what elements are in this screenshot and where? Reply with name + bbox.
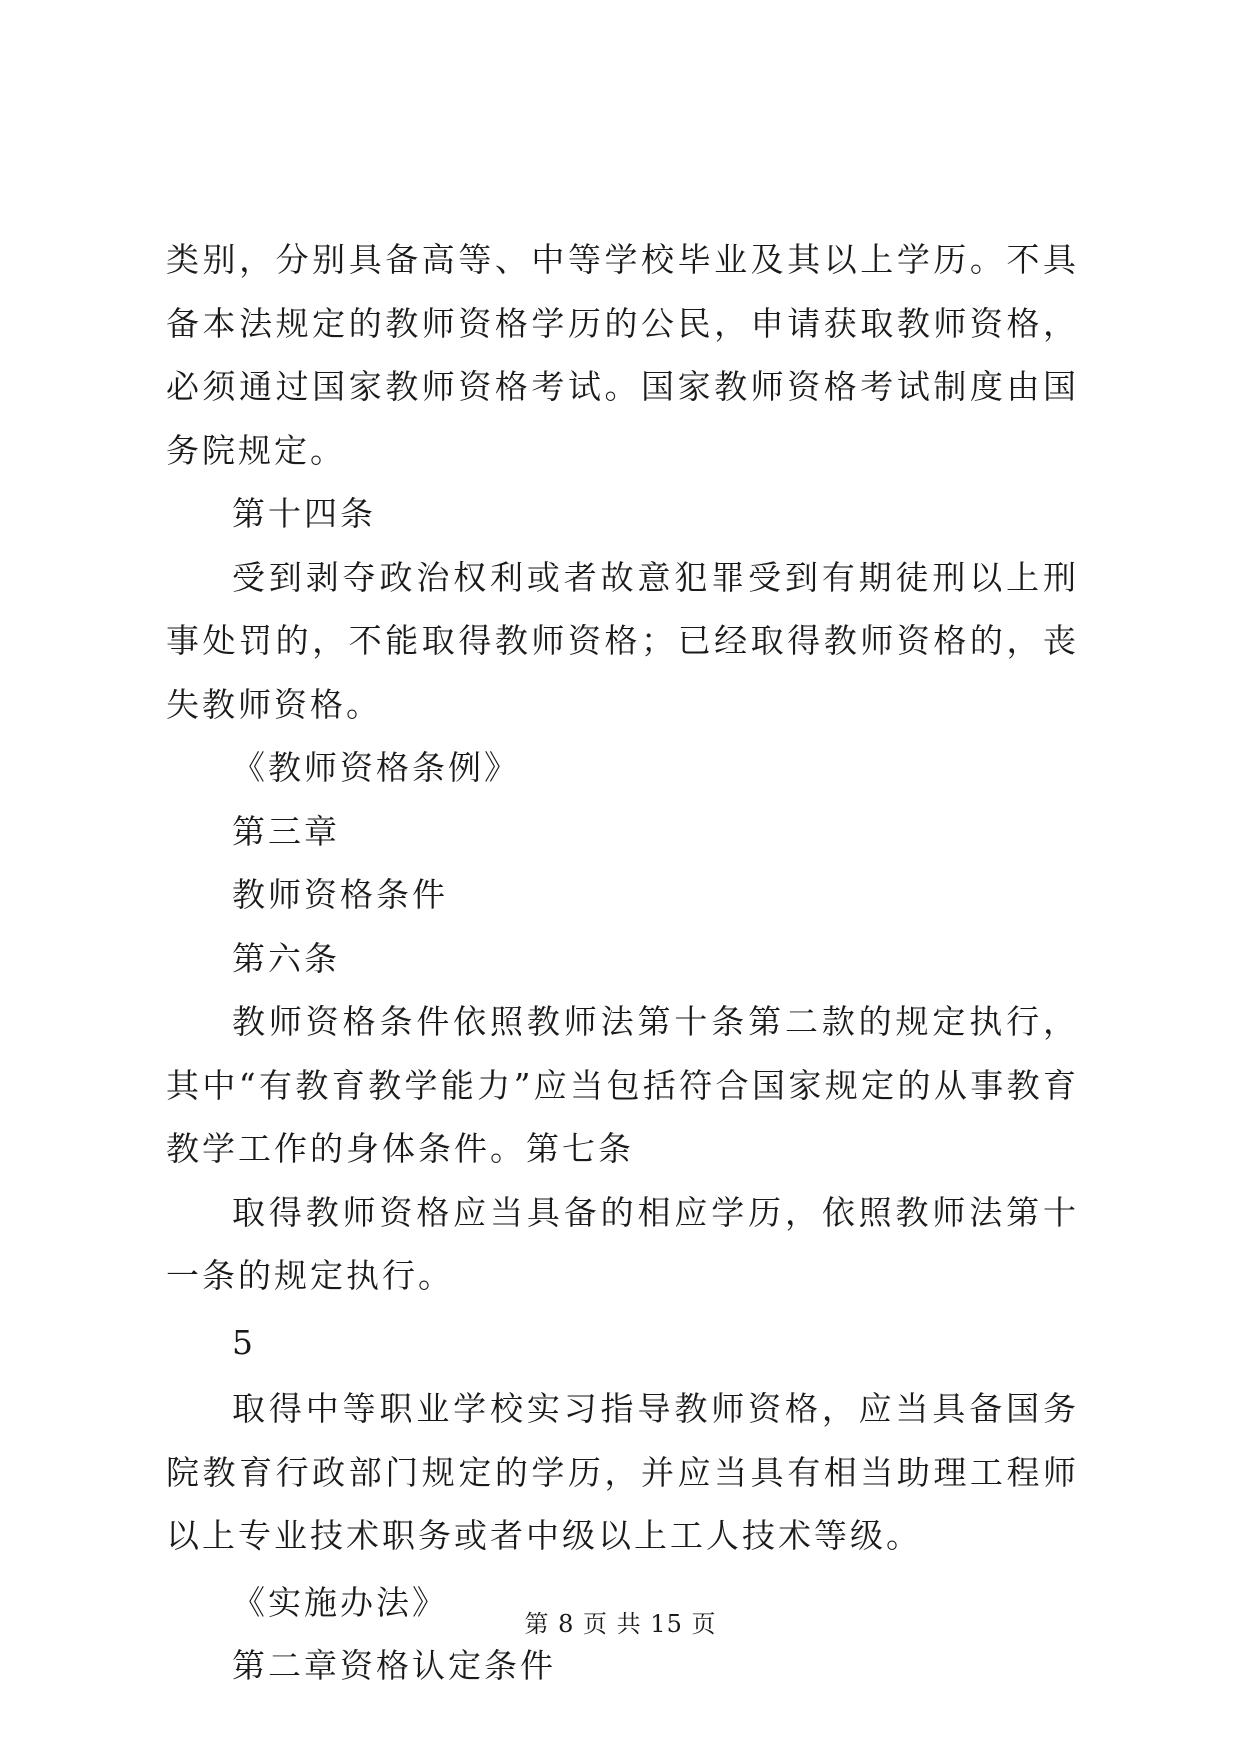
paragraph-article-7: 取得教师资格应当具备的相应学历，依照教师法第十一条的规定执行。: [166, 1192, 1079, 1295]
implementation-measures-title: 《实施办法》: [232, 1582, 448, 1622]
chapter-heading-2: 第二章资格认定条件: [232, 1646, 556, 1685]
chapter-title-qualification-conditions: 教师资格条件: [232, 875, 448, 914]
page-number-footer: 第 8 页 共 15 页: [524, 1610, 717, 1638]
inline-number: 5: [232, 1322, 256, 1362]
chapter-heading-3: 第三章: [232, 811, 340, 851]
article-heading-14: 第十四条: [232, 494, 376, 533]
paragraph-article-6: 教师资格条件依照教师法第十条第二款的规定执行，其中“有教育教学能力”应当包括符合国家规定的从事教育教学工作的身体条件。第七条: [166, 1002, 1079, 1168]
paragraph-vocational-instructor: 取得中等职业学校实习指导教师资格，应当具备国务院教育行政部门规定的学历，并应当具有相当助理工程师以上专业技术职务或者中级以上工人技术等级。: [166, 1389, 1079, 1555]
paragraph-continuation: 类别，分别具备高等、中等学校毕业及其以上学历。不具备本法规定的教师资格学历的公民，申请获取教师资格，必须通过国家教师资格考试。国家教师资格考试制度由国务院规定。: [166, 240, 1079, 470]
article-heading-6: 第六条: [232, 938, 340, 978]
document-body: [166, 228, 1079, 1698]
regulation-title: 《教师资格条例》: [232, 748, 520, 787]
paragraph-article-14: 受到剥夺政治权利或者故意犯罪受到有期徒刑以上刑事处罚的，不能取得教师资格；已经取得教师资格的，丧失教师资格。: [166, 557, 1079, 724]
